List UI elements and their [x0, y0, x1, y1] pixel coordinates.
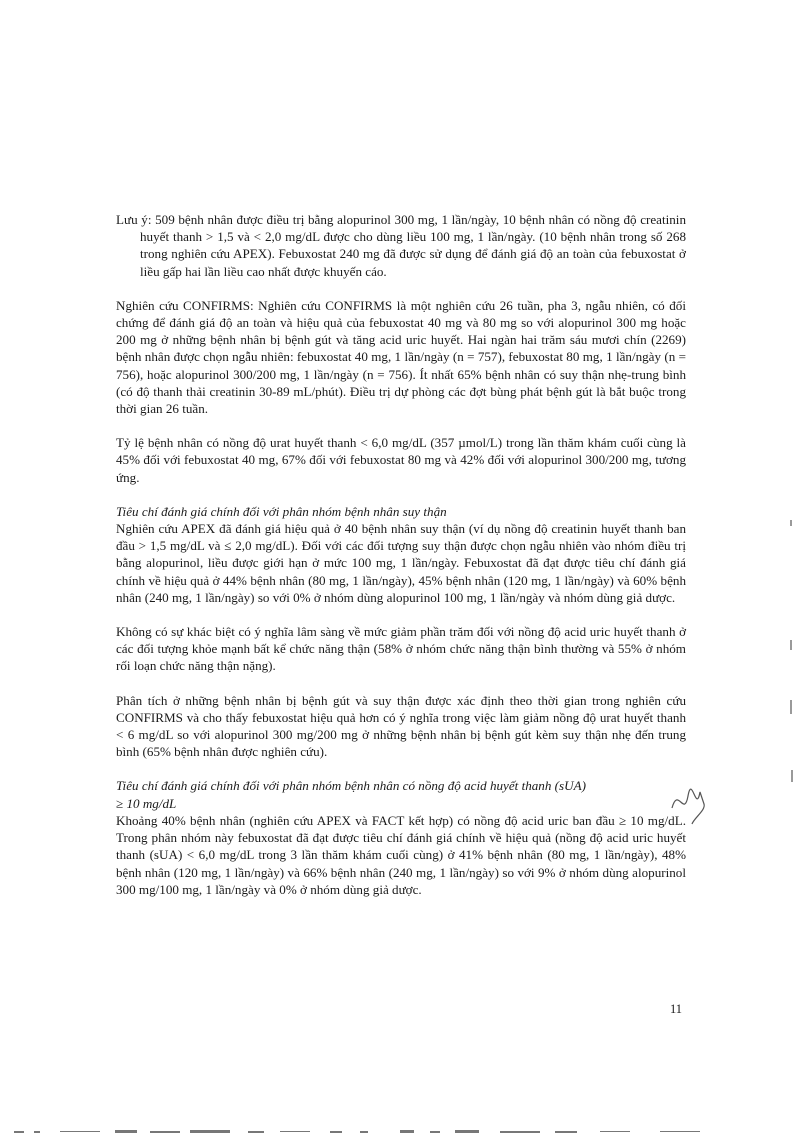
no-difference-paragraph: Không có sự khác biệt có ý nghĩa lâm sàng về mức giảm phần trăm đối với nồng độ acid uric huyết thanh ở các đối tượng khỏe mạnh bất kể chức năng thận (58% ở nhóm chức năng thận bình thường và 55% ở nhóm rối loạn chức năng thận nặng). [116, 624, 686, 674]
scan-margin-mark [790, 700, 792, 714]
scan-margin-mark [790, 520, 792, 526]
sua-subgroup-paragraph: Khoảng 40% bệnh nhân (nghiên cứu APEX và FACT kết hợp) có nồng độ acid uric ban đầu ≥ 10 mg/dL. Trong phân nhóm này febuxostat đã đạt được tiêu chí đánh giá chính về hiệu quả (nồng độ acid uric huyết thanh (sUA) < 6,0 mg/dL trong 3 lần thăm khám cuối cùng) ở 41% bệnh nhân (80 mg, 1 lần/ngày), 48% bệnh nhân (120 mg, 1 lần/ngày) và 66% bệnh nhân (240 mg, 1 lần/ngày) so với 9% ở nhóm dùng alopurinol 300 mg/100 mg, 1 lần/ngày và 0% ở nhóm dùng giả dược. [116, 812, 686, 897]
spacer [116, 606, 686, 623]
spacer [116, 486, 686, 503]
sua-subgroup-heading-cont: ≥ 10 mg/dL [116, 795, 177, 811]
scan-footer-strip [0, 1128, 799, 1137]
spacer [116, 675, 686, 692]
spacer [116, 417, 686, 434]
analysis-paragraph: Phân tích ở những bệnh nhân bị bệnh gút và suy thận được xác định theo thời gian trong nghiên cứu CONFIRMS và cho thấy febuxostat hiệu quả hơn có ý nghĩa trong việc làm giảm nồng độ urat huyết thanh < 6 mg/dL so với alopurinol 300 mg/200 mg ở những bệnh nhân bị bệnh gút kèm suy thận nhẹ đến trung bình (65% bệnh nhân được nghiên cứu). [116, 692, 686, 760]
handwritten-signature-icon [664, 778, 714, 828]
renal-subgroup-heading: Tiêu chí đánh giá chính đối với phân nhóm bệnh nhân suy thận [116, 503, 447, 519]
note-label: Lưu ý: [116, 212, 152, 227]
page-number: 11 [670, 1002, 683, 1016]
confirms-paragraph: Nghiên cứu CONFIRMS: Nghiên cứu CONFIRMS là một nghiên cứu 26 tuần, pha 3, ngẫu nhiên, có đối chứng để đánh giá độ an toàn và hiệu quả của febuxostat 40 mg và 80 mg so với alopurinol 300 mg hoặc 200 mg ở những bệnh nhân bị bệnh gút và tăng acid uric huyết. Hai ngàn hai trăm sáu mươi chín (2269) bệnh nhân được chọn ngẫu nhiên: febuxostat 40 mg, 1 lần/ngày (n = 757), febuxostat 80 mg, 1 lần/ngày (n = 756), hoặc alopurinol 300/200 mg, 1 lần/ngày (n = 756). Ít nhất 65% bệnh nhân có suy thận nhẹ-trung bình (có độ thanh thải creatinin 30-89 mL/phút). Điều trị dự phòng các đợt bùng phát bệnh gút là bắt buộc trong thời gian 26 tuần. [116, 297, 686, 417]
sua-subgroup-heading: Tiêu chí đánh giá chính đối với phân nhóm bệnh nhân có nồng độ acid huyết thanh (sUA) [116, 778, 586, 794]
urate-rate-paragraph: Tỷ lệ bệnh nhân có nồng độ urat huyết thanh < 6,0 mg/dL (357 µmol/L) trong lần thăm khám cuối cùng là 45% đối với febuxostat 40 mg, 67% đối với febuxostat 80 mg và 42% đối với alopurinol 300/200 mg, tương ứng. [116, 435, 686, 485]
document-body [116, 211, 686, 898]
spacer [116, 760, 686, 777]
note-text: 509 bệnh nhân được điều trị bằng alopurinol 300 mg, 1 lần/ngày, 10 bệnh nhân có nồng độ creatinin huyết thanh > 1,5 và < 2,0 mg/dL được cho dùng liều 100 mg, 1 lần/ngày. (10 bệnh nhân trong số 268 trong nghiên cứu APEX). Febuxostat 240 mg đã được sử dụng để đánh giá độ an toàn của febuxostat ở liều gấp hai lần liều cao nhất được khuyến cáo. [140, 212, 686, 279]
scan-margin-mark [791, 770, 793, 782]
note-paragraph [116, 211, 686, 280]
scan-margin-mark [790, 640, 792, 650]
renal-subgroup-paragraph: Nghiên cứu APEX đã đánh giá hiệu quả ở 40 bệnh nhân suy thận (ví dụ nồng độ creatinin huyết thanh ban đầu > 1,5 mg/dL và ≤ 2,0 mg/dL). Đối với các đối tượng suy thận được chọn ngẫu nhiên vào nhóm điều trị bằng alopurinol, liều được giới hạn ở mức 100 mg, 1 lần/ngày. Febuxostat đã đạt được tiêu chí đánh giá chính về hiệu quả ở 44% bệnh nhân (80 mg, 1 lần/ngày), 45% bệnh nhân (120 mg, 1 lần/ngày) và 60% bệnh nhân (240 mg, 1 lần/ngày) so với 0% ở nhóm dùng alopurinol 100 mg, 1 lần/ngày và nhóm dùng giả dược. [116, 521, 686, 605]
spacer [116, 280, 686, 297]
